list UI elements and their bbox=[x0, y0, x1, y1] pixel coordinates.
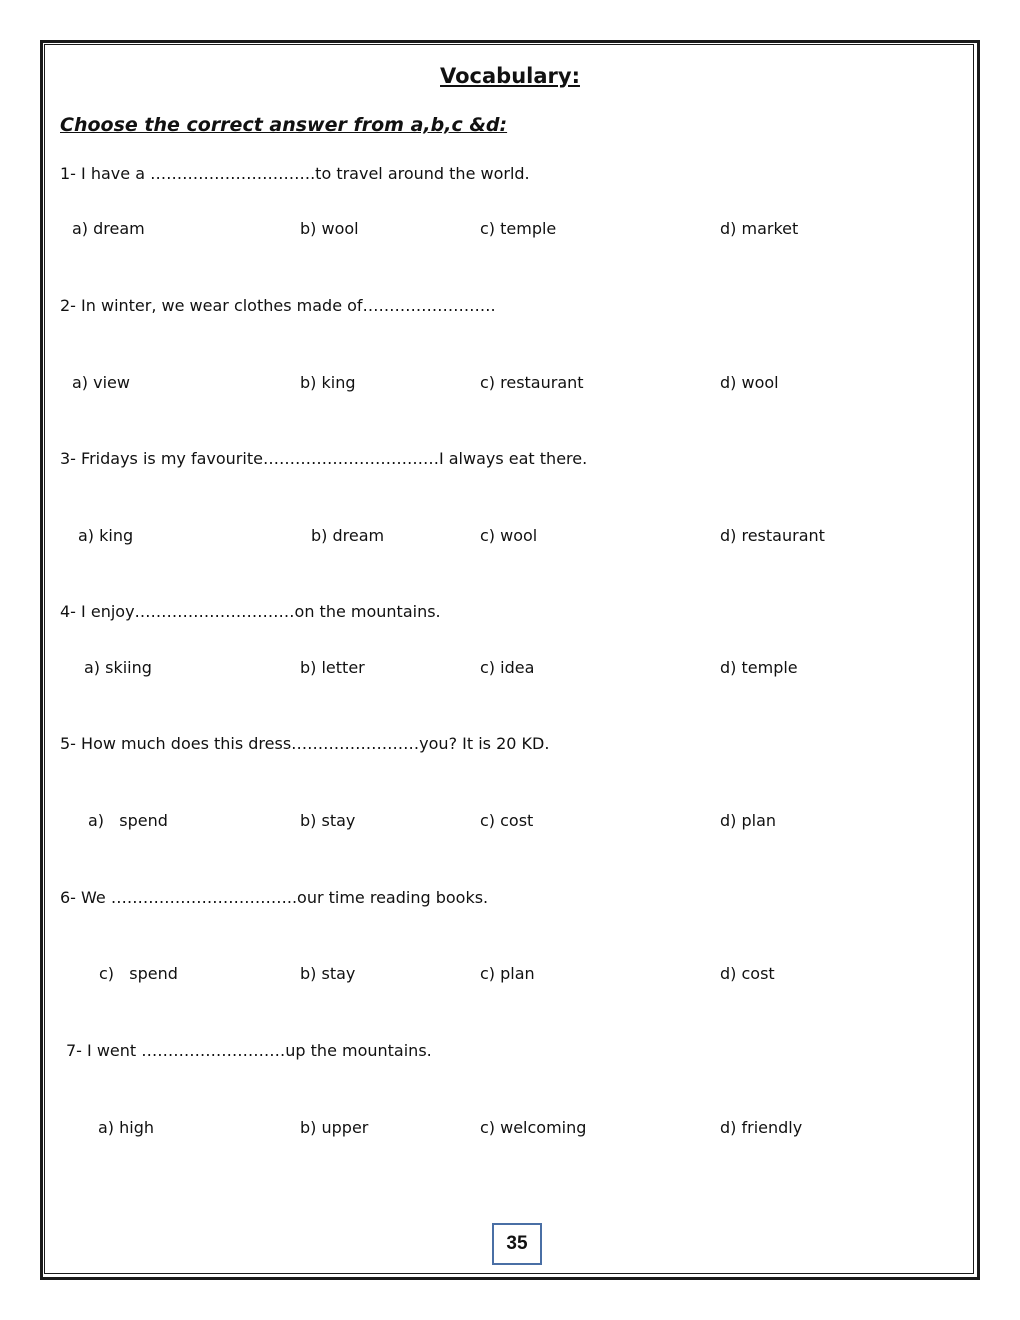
option-2c: c) restaurant bbox=[480, 373, 584, 392]
question-2: 2- In winter, we wear clothes made of……………………. bbox=[60, 296, 496, 315]
option-3a: a) king bbox=[78, 526, 134, 545]
option-7b: b) upper bbox=[300, 1118, 369, 1137]
question-4: 4- I enjoy…………………………on the mountains. bbox=[60, 602, 441, 621]
page-number: 35 bbox=[492, 1223, 542, 1265]
option-7d: d) friendly bbox=[720, 1118, 803, 1137]
option-2d: d) wool bbox=[720, 373, 779, 392]
option-5c: c) cost bbox=[480, 811, 534, 830]
option-3c: c) wool bbox=[480, 526, 538, 545]
question-5: 5- How much does this dress……………………you? It is 20 KD. bbox=[60, 734, 550, 753]
option-6a: c) spend bbox=[99, 964, 178, 983]
option-2a: a) view bbox=[72, 373, 130, 392]
question-1: 1- I have a ………………………….to travel around the world. bbox=[60, 164, 530, 183]
option-3d: d) restaurant bbox=[720, 526, 825, 545]
question-3: 3- Fridays is my favourite……………………………I always eat there. bbox=[60, 449, 588, 468]
question-6: 6- We ……………………………..our time reading books. bbox=[60, 888, 489, 907]
option-4b: b) letter bbox=[300, 658, 365, 677]
page-title: Vocabulary: bbox=[440, 64, 580, 88]
option-1b: b) wool bbox=[300, 219, 359, 238]
option-1a: a) dream bbox=[72, 219, 145, 238]
option-1c: c) temple bbox=[480, 219, 557, 238]
option-6c: c) plan bbox=[480, 964, 535, 983]
instruction: Choose the correct answer from a,b,c &d: bbox=[60, 114, 508, 136]
option-7c: c) welcoming bbox=[480, 1118, 587, 1137]
question-7: 7- I went ………………………up the mountains. bbox=[66, 1041, 432, 1060]
option-4c: c) idea bbox=[480, 658, 535, 677]
option-2b: b) king bbox=[300, 373, 356, 392]
option-6b: b) stay bbox=[300, 964, 356, 983]
option-7a: a) high bbox=[98, 1118, 155, 1137]
option-5d: d) plan bbox=[720, 811, 777, 830]
option-6d: d) cost bbox=[720, 964, 775, 983]
option-1d: d) market bbox=[720, 219, 799, 238]
option-5b: b) stay bbox=[300, 811, 356, 830]
option-3b: b) dream bbox=[311, 526, 385, 545]
option-5a: a) spend bbox=[88, 811, 168, 830]
option-4a: a) skiing bbox=[84, 658, 152, 677]
option-4d: d) temple bbox=[720, 658, 798, 677]
